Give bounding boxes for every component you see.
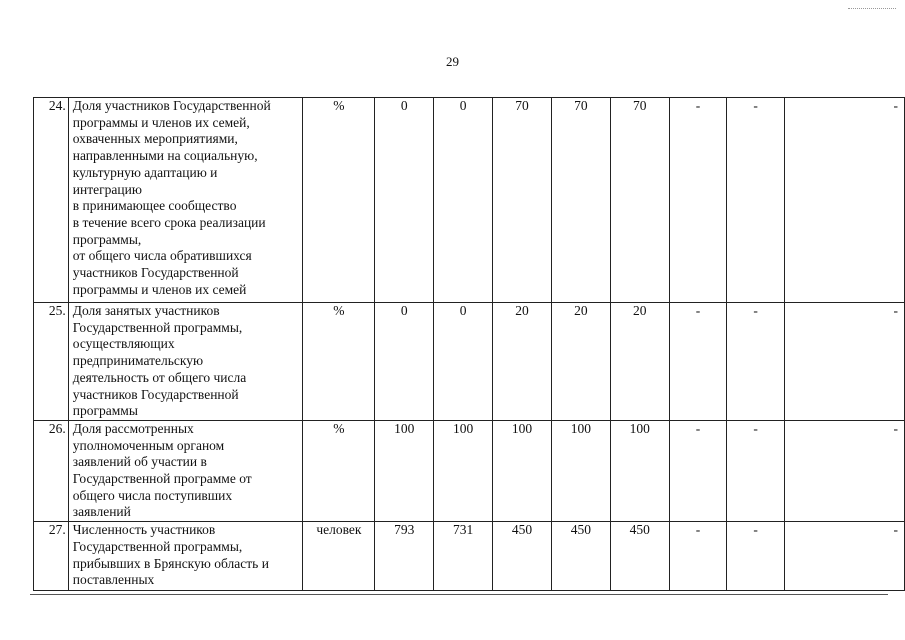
empty-cell: - <box>669 420 727 521</box>
value-cell: 450 <box>493 522 552 591</box>
row-number: 26. <box>34 420 69 521</box>
indicators-table <box>33 97 905 591</box>
indicator-name <box>68 303 303 421</box>
indicator-name-line: участников Государственной <box>72 265 239 281</box>
indicator-name-line: Государственной программы, <box>72 538 243 554</box>
empty-cell: - <box>727 420 785 521</box>
indicator-name-line: программы, <box>72 231 142 247</box>
value-cell: 100 <box>551 420 610 521</box>
indicator-name-line: поставленных <box>72 572 155 588</box>
unit-cell: % <box>303 303 375 421</box>
table-row <box>34 303 905 421</box>
indicator-name-line: уполномоченным органом <box>72 437 225 453</box>
indicator-name-line: от общего числа обратившихся <box>72 248 252 264</box>
page-number: 29 <box>446 54 459 69</box>
indicator-name-line: в принимающее сообщество <box>72 198 237 214</box>
indicator-name <box>68 522 303 591</box>
indicator-name-line: Доля участников Государственной <box>72 98 271 113</box>
indicator-name-line: прибывших в Брянскую область и <box>72 555 269 571</box>
unit-cell: человек <box>303 522 375 591</box>
row-number: 25. <box>34 303 69 421</box>
value-cell: 450 <box>551 522 610 591</box>
empty-cell: - <box>669 98 727 303</box>
empty-cell: - <box>784 522 904 591</box>
value-cell: 70 <box>551 98 610 303</box>
indicator-name-line: культурную адаптацию и <box>72 164 218 180</box>
indicator-name-line: программы <box>72 403 138 419</box>
indicator-name-line: в течение всего срока реализации <box>72 214 266 230</box>
value-cell: 20 <box>610 303 669 421</box>
row-number: 24. <box>34 98 69 303</box>
value-cell: 70 <box>610 98 669 303</box>
indicator-name-line: направленными на социальную, <box>72 148 258 164</box>
empty-cell: - <box>727 98 785 303</box>
indicator-name <box>68 98 303 303</box>
indicator-name-line: Численность участников <box>72 522 216 538</box>
bottom-rule <box>30 594 888 595</box>
row-number: 27. <box>34 522 69 591</box>
indicator-name-line: интеграцию <box>72 181 142 197</box>
indicator-name <box>68 420 303 521</box>
indicator-name-line: программы и членов их семей, <box>72 114 250 130</box>
value-cell: 450 <box>610 522 669 591</box>
indicator-name-line: Государственной программе от <box>72 471 252 487</box>
table-row <box>34 420 905 521</box>
empty-cell: - <box>784 303 904 421</box>
indicator-name-line: общего числа поступивших <box>72 487 233 503</box>
indicator-name-line: Доля рассмотренных <box>72 420 194 436</box>
indicator-name-line: охваченных мероприятиями, <box>72 131 238 147</box>
indicator-name-line: заявлений об участии в <box>72 454 207 470</box>
empty-cell: - <box>784 98 904 303</box>
table-row <box>34 522 905 591</box>
value-cell: 100 <box>610 420 669 521</box>
empty-cell: - <box>784 420 904 521</box>
value-cell: 793 <box>375 522 434 591</box>
value-cell: 70 <box>493 98 552 303</box>
unit-cell: % <box>303 98 375 303</box>
empty-cell: - <box>669 303 727 421</box>
indicator-name-line: участников Государственной <box>72 386 239 402</box>
value-cell: 731 <box>434 522 493 591</box>
scan-mark <box>848 8 896 9</box>
indicator-name-line: программы и членов их семей <box>72 281 247 297</box>
value-cell: 0 <box>375 303 434 421</box>
empty-cell: - <box>727 522 785 591</box>
indicator-name-line: деятельность от общего числа <box>72 369 247 385</box>
value-cell: 0 <box>434 98 493 303</box>
unit-cell: % <box>303 420 375 521</box>
empty-cell: - <box>669 522 727 591</box>
indicator-name-line: осуществляющих <box>72 336 175 352</box>
value-cell: 20 <box>493 303 552 421</box>
indicator-name-line: Доля занятых участников <box>72 303 220 318</box>
value-cell: 0 <box>375 98 434 303</box>
value-cell: 100 <box>493 420 552 521</box>
value-cell: 20 <box>551 303 610 421</box>
table-row <box>34 98 905 303</box>
empty-cell: - <box>727 303 785 421</box>
value-cell: 0 <box>434 303 493 421</box>
indicator-name-line: заявлений <box>72 504 131 520</box>
value-cell: 100 <box>375 420 434 521</box>
indicator-name-line: предпринимательскую <box>72 353 204 369</box>
value-cell: 100 <box>434 420 493 521</box>
indicator-name-line: Государственной программы, <box>72 319 243 335</box>
